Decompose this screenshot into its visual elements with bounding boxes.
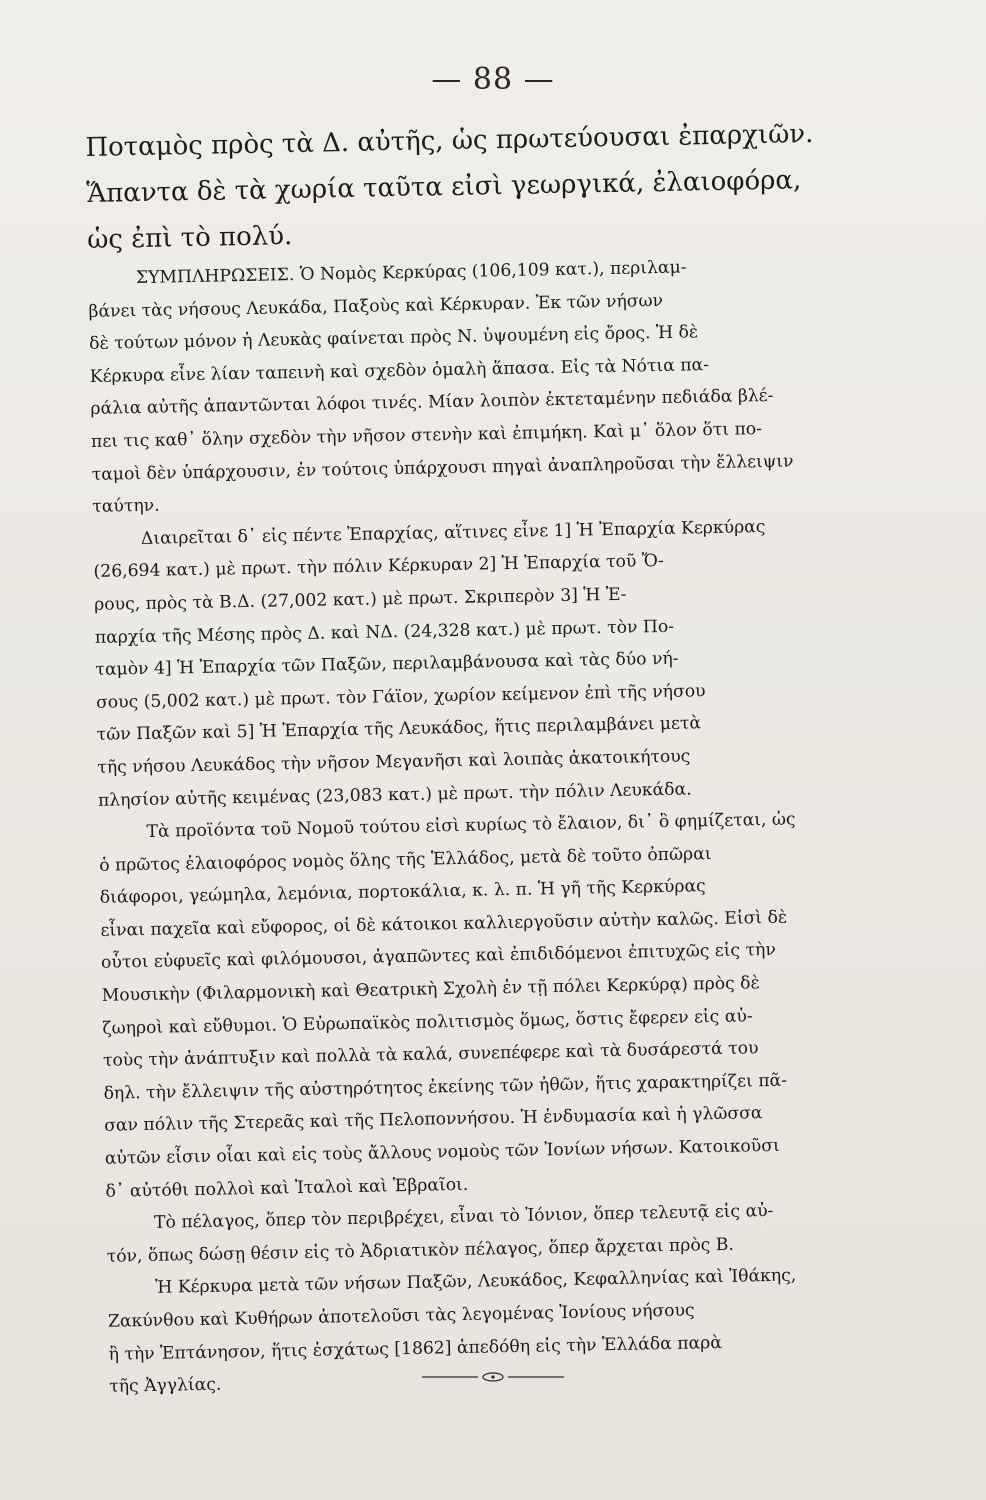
text-line: Ἡ Κέρκυρα μετὰ τῶν νήσων Παξῶν, Λευκάδος, Κεφαλληνίας καὶ Ἰθάκης, (155, 1265, 797, 1299)
text-line: ρους, πρὸς τὰ Β.Δ. (27,002 κατ.) μὲ πρωτ. Σκριπερὸν 3] Ἡ Ἐ- (94, 584, 627, 615)
text-line: Ζακύνθου καὶ Κυθήρων ἀποτελοῦσι τὰς λεγομένας Ἰονίους νήσους (107, 1300, 695, 1332)
text-line: βάνει τὰς νήσους Λευκάδα, Παξοὺς καὶ Κέρκυραν. Ἐκ τῶν νήσων (88, 290, 664, 322)
text-line: Μουσικὴν (Φιλαρμονικὴ καὶ Θεατρικὴ Σχολὴ ἐν τῇ πόλει Κερκύρᾳ) πρὸς δὲ (101, 973, 760, 1006)
end-ornament (418, 1370, 568, 1384)
text-line: Κέρκυρα εἶνε λίαν ταπεινὴ καὶ σχεδὸν ὁμαλὴ ἅπασα. Εἰς τὰ Νότια πα- (89, 354, 710, 387)
text-line: οὗτοι εὐφυεῖς καὶ φιλόμουσοι, ἀγαπῶντες καὶ ἐπιδιδόμενοι ἐπιτυχῶς εἰς τὴν (100, 940, 777, 974)
text-line: Τὰ προϊόντα τοῦ Νομοῦ τούτου εἰσὶ κυρίως τὸ ἔλαιον, δι᾽ ὃ φημίζεται, ὡς (146, 809, 796, 843)
text-line: δηλ. τὴν ἔλλειψιν τῆς αὐστηρότητος ἐκείνης τῶν ἠθῶν, ἥτις χαρακτηρίζει πᾶ- (103, 1070, 788, 1104)
text-line: δ᾽ αὐτόθι πολλοὶ καὶ Ἰταλοὶ καὶ Ἑβραῖοι. (105, 1174, 469, 1202)
page-number: — 88 — (431, 62, 555, 97)
text-line: δὲ τούτων μόνον ἡ Λευκὰς φαίνεται πρὸς Ν. ὑψουμένη εἰς ὄρος. Ἡ δὲ (89, 322, 699, 355)
text-line: Τὸ πέλαγος, ὅπερ τὸν περιβρέχει, εἶναι τὸ Ἰόνιον, ὅπερ τελευτᾷ εἰς αὐ- (153, 1201, 774, 1234)
text-line: τῆς νήσου Λευκάδος τὴν νῆσον Μεγανῆσι καὶ λοιπὰς ἀκατοικήτους (97, 746, 691, 778)
text-line: ἢ τὴν Ἑπτάνησον, ἥτις ἐσχάτως [1862] ἀπεδόθη εἰς τὴν Ἑλλάδα παρὰ (108, 1332, 723, 1365)
text-line: ράλια αὐτῆς ἀπαντῶνται λόφοι τινές. Μίαν λοιπὸν ἐκτεταμένην πεδιάδα βλέ- (90, 386, 774, 420)
text-line: διάφοροι, γεώμηλα, λεμόνια, πορτοκάλια, κ. λ. π. Ἡ γῆ τῆς Κερκύρας (99, 876, 706, 909)
text-line: ὁ πρῶτος ἐλαιοφόρος νομὸς ὅλης τῆς Ἑλλάδος, μετὰ δὲ τοῦτο ὀπῶραι (99, 843, 712, 876)
text-line: ζωηροὶ καὶ εὔθυμοι. Ὁ Εὐρωπαϊκὸς πολιτισμὸς ὅμως, ὅστις ἔφερεν εἰς αὐ- (102, 1006, 753, 1039)
page-text (85, 110, 889, 1404)
text-line: Διαιρεῖται δ᾽ εἰς πέντε Ἐπαρχίας, αἵτινες εἶνε 1] Ἡ Ἐπαρχία Κερκύρας (140, 516, 766, 549)
text-line: τῶν Παξῶν καὶ 5] Ἡ Ἐπαρχία τῆς Λευκάδος, ἥτις περιλαμβάνει μετὰ (96, 713, 702, 746)
text-line: σαν πόλιν τῆς Στερεᾶς καὶ τῆς Πελοποννήσου. Ἡ ἐνδυμασία καὶ ἡ γλῶσσα (104, 1103, 763, 1137)
text-line: εἶναι παχεῖα καὶ εὔφορος, οἱ δὲ κάτοικοι καλλιεργοῦσιν αὐτὴν καλῶς. Εἰσὶ δὲ (100, 907, 788, 941)
text-line: τοὺς τὴν ἀνάπτυξιν καὶ πολλὰ τὰ καλά, συνεπέφερε καὶ τὰ δυσάρεστά του (102, 1038, 759, 1072)
text-line: πει τις καθ᾽ ὅλην σχεδὸν τὴν νῆσον στενὴν καὶ ἐπιμήκη. Καὶ μ᾽ ὅλον ὅτι πο- (90, 419, 763, 452)
text-line: ταμὸν 4] Ἡ Ἐπαρχία τῶν Παξῶν, περιλαμβάνουσα καὶ τὰς δύο νή- (95, 648, 679, 681)
heading-line: ὡς ἐπὶ τὸ πολύ. (86, 221, 293, 255)
text-line: ταύτην. (92, 495, 160, 518)
text-line: ταμοὶ δὲν ὑπάρχουσιν, ἐν τούτοις ὑπάρχουσι πηγαὶ ἀναπληροῦσαι τὴν ἔλλειψιν (91, 451, 794, 485)
text-line: τόν, ὅπως δώσῃ θέσιν εἰς τὸ Ἀδριατικὸν πέλαγος, ὅπερ ἄρχεται πρὸς Β. (106, 1234, 735, 1267)
text-line: (26,694 κατ.) μὲ πρωτ. τὴν πόλιν Κέρκυραν 2] Ἡ Ἐπαρχία τοῦ Ὄ- (93, 551, 664, 583)
text-line: ΣΥΜΠΛΗΡΩΣΕΙΣ. Ὁ Νομὸς Κερκύρας (106,109 κατ.), περιλαμ- (135, 257, 687, 289)
text-line: τῆς Ἀγγλίας. (109, 1374, 222, 1397)
text-line: παρχία τῆς Μέσης πρὸς Δ. καὶ ΝΔ. (24,328 κατ.) μὲ πρωτ. τὸν Πο- (94, 616, 675, 648)
heading-paragraph (85, 110, 868, 263)
text-line: αὐτῶν εἶσιν οἷαι καὶ εἰς τοὺς ἄλλους νομοὺς τῶν Ἰονίων νήσων. Κατοικοῦσι (104, 1135, 780, 1169)
text-line: πλησίον αὐτῆς κειμένας (23,083 κατ.) μὲ πρωτ. τὴν πόλιν Λευκάδα. (97, 778, 692, 811)
text-line: σους (5,002 κατ.) μὲ πρωτ. τὸν Γάϊον, χωρίον κείμενον ἐπὶ τῆς νήσου (95, 680, 706, 713)
heading-line: Ἅπαντα δὲ τὰ χωρία ταῦτα εἰσὶ γεωργικά, ἐλαιοφόρα, (86, 165, 802, 209)
heading-line: Ποταμὸς πρὸς τὰ Δ. αὐτῆς, ὡς πρωτεύουσαι ἐπαρχιῶν. (85, 119, 814, 163)
body-paragraphs (88, 248, 890, 1404)
